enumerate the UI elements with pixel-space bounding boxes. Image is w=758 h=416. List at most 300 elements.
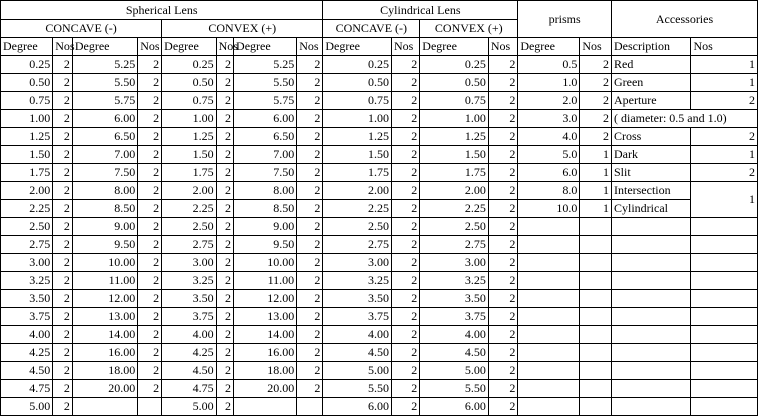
degree-cell: 4.00 xyxy=(1,326,53,344)
column-header-nos: Nos xyxy=(391,38,419,56)
degree-cell: 4.00 xyxy=(162,326,216,344)
empty-cell xyxy=(691,272,758,290)
degree-cell: 3.75 xyxy=(1,308,53,326)
degree-cell: 1.75 xyxy=(323,164,392,182)
nos-cell: 2 xyxy=(216,182,233,200)
table-row xyxy=(1,218,758,236)
empty-cell xyxy=(518,254,580,272)
accessory-description: ( diameter: 0.5 and 1.0) xyxy=(611,110,757,128)
column-header-nos: Nos xyxy=(691,38,758,56)
degree-cell: 2.25 xyxy=(323,200,392,218)
degree-cell: 6.00 xyxy=(234,110,297,128)
column-header-degree: Degree xyxy=(72,38,137,56)
nos-cell: 2 xyxy=(391,92,419,110)
column-header-nos: Nos xyxy=(297,38,323,56)
nos-cell: 2 xyxy=(53,128,73,146)
nos-cell: 2 xyxy=(391,236,419,254)
nos-cell: 2 xyxy=(216,200,233,218)
prism-degree-cell: 5.0 xyxy=(518,146,580,164)
prism-degree-cell: 4.0 xyxy=(518,128,580,146)
empty-cell xyxy=(611,308,691,326)
degree-cell: 9.50 xyxy=(72,236,137,254)
nos-cell: 2 xyxy=(391,290,419,308)
empty-cell xyxy=(580,236,612,254)
nos-cell: 2 xyxy=(297,200,323,218)
accessories-header: Accessories xyxy=(611,1,757,38)
nos-cell xyxy=(138,398,162,416)
accessory-description: Green xyxy=(611,74,691,92)
nos-cell: 2 xyxy=(138,236,162,254)
table-row xyxy=(1,398,758,416)
nos-cell: 2 xyxy=(488,254,517,272)
degree-cell: 3.50 xyxy=(420,290,489,308)
cylindrical-lens-header: Cylindrical Lens xyxy=(323,1,518,20)
nos-cell: 2 xyxy=(391,272,419,290)
nos-cell: 2 xyxy=(138,128,162,146)
column-header-degree: Degree xyxy=(1,38,53,56)
nos-cell: 2 xyxy=(297,362,323,380)
degree-cell: 13.00 xyxy=(234,308,297,326)
nos-cell: 2 xyxy=(391,254,419,272)
degree-cell: 6.50 xyxy=(234,128,297,146)
nos-cell: 2 xyxy=(297,182,323,200)
nos-cell: 2 xyxy=(391,218,419,236)
nos-cell: 2 xyxy=(53,200,73,218)
empty-cell xyxy=(518,344,580,362)
empty-cell xyxy=(580,290,612,308)
spherical-lens-header: Spherical Lens xyxy=(1,1,323,20)
prism-degree-cell: 1.0 xyxy=(518,74,580,92)
prism-degree-cell: 2.0 xyxy=(518,92,580,110)
nos-cell: 2 xyxy=(488,92,517,110)
degree-cell: 0.75 xyxy=(1,92,53,110)
degree-cell: 5.50 xyxy=(420,380,489,398)
accessory-nos: 2 xyxy=(691,128,758,146)
nos-cell: 2 xyxy=(297,236,323,254)
prism-degree-cell: 3.0 xyxy=(518,110,580,128)
column-header-nos: Nos xyxy=(580,38,612,56)
degree-cell: 2.00 xyxy=(323,182,392,200)
nos-cell: 2 xyxy=(53,272,73,290)
empty-cell xyxy=(611,362,691,380)
empty-cell xyxy=(611,236,691,254)
empty-cell xyxy=(611,326,691,344)
nos-cell: 2 xyxy=(391,398,419,416)
degree-cell: 0.50 xyxy=(420,74,489,92)
nos-cell: 2 xyxy=(138,380,162,398)
degree-cell: 2.75 xyxy=(420,236,489,254)
nos-cell: 2 xyxy=(297,56,323,74)
prism-nos-cell: 1 xyxy=(580,200,612,218)
degree-cell: 18.00 xyxy=(234,362,297,380)
nos-cell: 2 xyxy=(488,56,517,74)
degree-cell: 4.50 xyxy=(323,344,392,362)
prism-nos-cell: 2 xyxy=(580,92,612,110)
table-row xyxy=(1,272,758,290)
nos-cell: 2 xyxy=(138,110,162,128)
nos-cell: 2 xyxy=(488,218,517,236)
column-header-description: Description xyxy=(611,38,691,56)
degree-cell xyxy=(72,398,137,416)
degree-cell: 3.50 xyxy=(323,290,392,308)
nos-cell: 2 xyxy=(53,146,73,164)
degree-cell: 4.25 xyxy=(1,344,53,362)
nos-cell: 2 xyxy=(488,380,517,398)
nos-cell: 2 xyxy=(53,380,73,398)
prism-nos-cell: 2 xyxy=(580,74,612,92)
nos-cell: 2 xyxy=(53,308,73,326)
degree-cell: 1.00 xyxy=(323,110,392,128)
table-row xyxy=(1,200,758,218)
accessory-nos: 1 xyxy=(691,146,758,164)
prism-nos-cell: 2 xyxy=(580,56,612,74)
nos-cell: 2 xyxy=(138,362,162,380)
prism-degree-cell: 8.0 xyxy=(518,182,580,200)
accessory-nos: 1 xyxy=(691,74,758,92)
nos-cell: 2 xyxy=(138,290,162,308)
prism-nos-cell: 2 xyxy=(580,128,612,146)
nos-cell: 2 xyxy=(391,380,419,398)
nos-cell: 2 xyxy=(391,362,419,380)
degree-cell: 7.00 xyxy=(234,146,297,164)
degree-cell: 16.00 xyxy=(72,344,137,362)
accessory-description: Slit xyxy=(611,164,691,182)
nos-cell: 2 xyxy=(53,110,73,128)
column-header-degree: Degree xyxy=(234,38,297,56)
prism-degree-cell: 0.5 xyxy=(518,56,580,74)
degree-cell xyxy=(234,398,297,416)
empty-cell xyxy=(611,398,691,416)
degree-cell: 8.00 xyxy=(234,182,297,200)
degree-cell: 1.50 xyxy=(420,146,489,164)
empty-cell xyxy=(518,398,580,416)
empty-cell xyxy=(580,254,612,272)
table-row xyxy=(1,146,758,164)
empty-cell xyxy=(580,326,612,344)
cylindrical-concave-header: CONCAVE (-) xyxy=(323,20,420,38)
prism-nos-cell: 1 xyxy=(580,164,612,182)
empty-cell xyxy=(580,398,612,416)
empty-cell xyxy=(580,380,612,398)
empty-cell xyxy=(518,272,580,290)
nos-cell: 2 xyxy=(216,236,233,254)
degree-cell: 4.25 xyxy=(162,344,216,362)
nos-cell: 2 xyxy=(391,128,419,146)
prism-nos-cell: 1 xyxy=(580,146,612,164)
degree-cell: 14.00 xyxy=(72,326,137,344)
degree-cell: 5.25 xyxy=(234,56,297,74)
nos-cell: 2 xyxy=(488,74,517,92)
empty-cell xyxy=(518,290,580,308)
nos-cell: 2 xyxy=(138,308,162,326)
empty-cell xyxy=(691,362,758,380)
degree-cell: 2.25 xyxy=(162,200,216,218)
accessory-nos: 2 xyxy=(691,92,758,110)
degree-cell: 5.00 xyxy=(162,398,216,416)
nos-cell: 2 xyxy=(297,254,323,272)
degree-cell: 13.00 xyxy=(72,308,137,326)
nos-cell: 2 xyxy=(53,398,73,416)
empty-cell xyxy=(691,236,758,254)
nos-cell: 2 xyxy=(53,182,73,200)
degree-cell: 5.75 xyxy=(234,92,297,110)
nos-cell: 2 xyxy=(488,110,517,128)
nos-cell: 2 xyxy=(216,254,233,272)
column-header-nos: Nos xyxy=(488,38,517,56)
degree-cell: 7.50 xyxy=(234,164,297,182)
nos-cell: 2 xyxy=(53,254,73,272)
degree-cell: 3.75 xyxy=(323,308,392,326)
degree-cell: 2.50 xyxy=(323,218,392,236)
table-row xyxy=(1,308,758,326)
degree-cell: 4.75 xyxy=(162,380,216,398)
degree-cell: 3.25 xyxy=(323,272,392,290)
empty-cell xyxy=(691,254,758,272)
accessory-nos: 2 xyxy=(691,164,758,182)
nos-cell: 2 xyxy=(488,290,517,308)
nos-cell: 2 xyxy=(138,182,162,200)
table-row xyxy=(1,236,758,254)
empty-cell xyxy=(580,218,612,236)
degree-cell: 9.50 xyxy=(234,236,297,254)
nos-cell: 2 xyxy=(138,326,162,344)
nos-cell: 2 xyxy=(53,236,73,254)
degree-cell: 2.50 xyxy=(420,218,489,236)
empty-cell xyxy=(691,380,758,398)
degree-cell: 7.00 xyxy=(72,146,137,164)
empty-cell xyxy=(611,272,691,290)
table-row xyxy=(1,128,758,146)
nos-cell: 2 xyxy=(216,290,233,308)
accessory-nos: 1 xyxy=(691,56,758,74)
degree-cell: 2.75 xyxy=(1,236,53,254)
degree-cell: 1.75 xyxy=(162,164,216,182)
nos-cell: 2 xyxy=(297,326,323,344)
degree-cell: 2.25 xyxy=(1,200,53,218)
degree-cell: 9.00 xyxy=(234,218,297,236)
nos-cell: 2 xyxy=(391,74,419,92)
nos-cell: 2 xyxy=(391,146,419,164)
empty-cell xyxy=(611,380,691,398)
degree-cell: 2.75 xyxy=(323,236,392,254)
degree-cell: 1.00 xyxy=(420,110,489,128)
empty-cell xyxy=(691,290,758,308)
degree-cell: 5.75 xyxy=(72,92,137,110)
column-header-nos: Nos xyxy=(138,38,162,56)
degree-cell: 1.00 xyxy=(162,110,216,128)
cylindrical-convex-header: CONVEX (+) xyxy=(420,20,518,38)
nos-cell: 2 xyxy=(297,128,323,146)
nos-cell: 2 xyxy=(53,56,73,74)
nos-cell: 2 xyxy=(297,218,323,236)
table-row xyxy=(1,254,758,272)
nos-cell: 2 xyxy=(53,164,73,182)
nos-cell: 2 xyxy=(391,326,419,344)
accessory-nos: 1 xyxy=(691,182,758,218)
nos-cell: 2 xyxy=(216,380,233,398)
empty-cell xyxy=(518,326,580,344)
nos-cell: 2 xyxy=(138,218,162,236)
degree-cell: 16.00 xyxy=(234,344,297,362)
degree-cell: 0.50 xyxy=(162,74,216,92)
empty-cell xyxy=(691,326,758,344)
degree-cell: 5.50 xyxy=(72,74,137,92)
nos-cell: 2 xyxy=(138,272,162,290)
column-header-degree: Degree xyxy=(420,38,489,56)
column-header-degree: Degree xyxy=(323,38,392,56)
degree-cell: 8.50 xyxy=(72,200,137,218)
nos-cell: 2 xyxy=(488,182,517,200)
nos-cell: 2 xyxy=(53,92,73,110)
degree-cell: 0.75 xyxy=(323,92,392,110)
nos-cell xyxy=(297,398,323,416)
empty-cell xyxy=(518,218,580,236)
prism-nos-cell: 1 xyxy=(580,182,612,200)
column-header-nos: Nos xyxy=(216,38,233,56)
degree-cell: 5.00 xyxy=(323,362,392,380)
degree-cell: 2.25 xyxy=(420,200,489,218)
nos-cell: 2 xyxy=(138,74,162,92)
nos-cell: 2 xyxy=(391,200,419,218)
degree-cell: 0.25 xyxy=(1,56,53,74)
degree-cell: 5.25 xyxy=(72,56,137,74)
nos-cell: 2 xyxy=(297,146,323,164)
prisms-header: prisms xyxy=(518,1,612,38)
column-header-nos: Nos xyxy=(53,38,73,56)
nos-cell: 2 xyxy=(216,218,233,236)
degree-cell: 5.50 xyxy=(323,380,392,398)
empty-cell xyxy=(691,308,758,326)
nos-cell: 2 xyxy=(488,164,517,182)
nos-cell: 2 xyxy=(53,218,73,236)
nos-cell: 2 xyxy=(216,164,233,182)
degree-cell: 6.00 xyxy=(72,110,137,128)
degree-cell: 3.25 xyxy=(420,272,489,290)
nos-cell: 2 xyxy=(216,92,233,110)
nos-cell: 2 xyxy=(216,128,233,146)
nos-cell: 2 xyxy=(391,110,419,128)
degree-cell: 8.50 xyxy=(234,200,297,218)
degree-cell: 2.00 xyxy=(162,182,216,200)
degree-cell: 0.25 xyxy=(162,56,216,74)
degree-cell: 5.00 xyxy=(1,398,53,416)
prism-degree-cell: 6.0 xyxy=(518,164,580,182)
empty-cell xyxy=(611,254,691,272)
nos-cell: 2 xyxy=(53,362,73,380)
degree-cell: 2.00 xyxy=(420,182,489,200)
degree-cell: 10.00 xyxy=(234,254,297,272)
nos-cell: 2 xyxy=(216,308,233,326)
nos-cell: 2 xyxy=(138,164,162,182)
table-row xyxy=(1,74,758,92)
prism-nos-cell: 2 xyxy=(580,110,612,128)
degree-cell: 1.75 xyxy=(420,164,489,182)
table-row xyxy=(1,110,758,128)
degree-cell: 6.00 xyxy=(420,398,489,416)
table-row xyxy=(1,182,758,200)
degree-cell: 0.75 xyxy=(420,92,489,110)
degree-cell: 20.00 xyxy=(234,380,297,398)
degree-cell: 10.00 xyxy=(72,254,137,272)
degree-cell: 7.50 xyxy=(72,164,137,182)
degree-cell: 3.75 xyxy=(162,308,216,326)
degree-cell: 1.25 xyxy=(323,128,392,146)
degree-cell: 5.50 xyxy=(234,74,297,92)
nos-cell: 2 xyxy=(297,290,323,308)
degree-cell: 18.00 xyxy=(72,362,137,380)
nos-cell: 2 xyxy=(297,110,323,128)
table-row xyxy=(1,362,758,380)
degree-cell: 20.00 xyxy=(72,380,137,398)
nos-cell: 2 xyxy=(391,344,419,362)
degree-cell: 1.25 xyxy=(162,128,216,146)
nos-cell: 2 xyxy=(138,254,162,272)
degree-cell: 4.50 xyxy=(420,344,489,362)
nos-cell: 2 xyxy=(488,308,517,326)
nos-cell: 2 xyxy=(53,290,73,308)
degree-cell: 4.00 xyxy=(420,326,489,344)
empty-cell xyxy=(691,218,758,236)
degree-cell: 14.00 xyxy=(234,326,297,344)
empty-cell xyxy=(611,344,691,362)
nos-cell: 2 xyxy=(391,182,419,200)
nos-cell: 2 xyxy=(391,56,419,74)
degree-cell: 1.25 xyxy=(420,128,489,146)
nos-cell: 2 xyxy=(488,236,517,254)
nos-cell: 2 xyxy=(53,74,73,92)
table-row xyxy=(1,326,758,344)
accessory-description: Dark xyxy=(611,146,691,164)
nos-cell: 2 xyxy=(216,326,233,344)
nos-cell: 2 xyxy=(488,326,517,344)
degree-cell: 1.50 xyxy=(1,146,53,164)
nos-cell: 2 xyxy=(297,272,323,290)
degree-cell: 3.75 xyxy=(420,308,489,326)
empty-cell xyxy=(580,362,612,380)
nos-cell: 2 xyxy=(488,200,517,218)
empty-cell xyxy=(691,344,758,362)
degree-cell: 9.00 xyxy=(72,218,137,236)
nos-cell: 2 xyxy=(53,344,73,362)
nos-cell: 2 xyxy=(138,344,162,362)
degree-cell: 2.75 xyxy=(162,236,216,254)
degree-cell: 3.00 xyxy=(420,254,489,272)
degree-cell: 4.50 xyxy=(1,362,53,380)
empty-cell xyxy=(580,344,612,362)
nos-cell: 2 xyxy=(216,272,233,290)
accessory-description: Aperture xyxy=(611,92,691,110)
nos-cell: 2 xyxy=(297,308,323,326)
degree-cell: 0.75 xyxy=(162,92,216,110)
nos-cell: 2 xyxy=(216,56,233,74)
nos-cell: 2 xyxy=(138,56,162,74)
degree-cell: 1.75 xyxy=(1,164,53,182)
degree-cell: 0.25 xyxy=(323,56,392,74)
nos-cell: 2 xyxy=(488,128,517,146)
table-row xyxy=(1,380,758,398)
column-header-degree: Degree xyxy=(518,38,580,56)
accessory-description: Cross xyxy=(611,128,691,146)
nos-cell: 2 xyxy=(138,92,162,110)
nos-cell: 2 xyxy=(216,110,233,128)
accessory-description: Intersection xyxy=(611,182,691,200)
nos-cell: 2 xyxy=(216,398,233,416)
empty-cell xyxy=(691,398,758,416)
degree-cell: 12.00 xyxy=(72,290,137,308)
spherical-concave-header: CONCAVE (-) xyxy=(1,20,162,38)
nos-cell: 2 xyxy=(216,344,233,362)
nos-cell: 2 xyxy=(488,272,517,290)
